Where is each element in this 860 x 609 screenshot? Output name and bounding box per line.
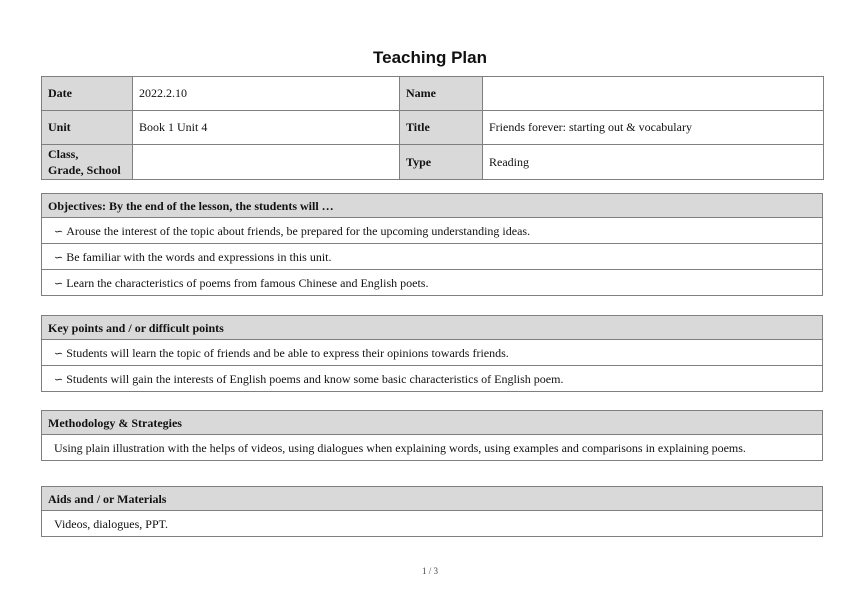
key-point-text: Students will learn the topic of friends and be able to express their opinions towards friends. xyxy=(66,346,509,360)
unit-label: Unit xyxy=(42,111,133,145)
class-value xyxy=(133,145,400,180)
key-points-heading: Key points and / or difficult points xyxy=(41,315,823,340)
class-label-line-1: Class, xyxy=(48,147,79,161)
objective-item xyxy=(41,244,823,270)
bullet-icon: ∽ xyxy=(54,374,64,386)
methodology-text: Using plain illustration with the helps of videos, using dialogues when explaining words, using examples and comparisons in explaining poems. xyxy=(41,435,823,461)
unit-value: Book 1 Unit 4 xyxy=(133,111,400,145)
page-number: 1 / 3 xyxy=(421,566,438,576)
aids-heading: Aids and / or Materials xyxy=(41,486,823,511)
info-row-class xyxy=(42,145,824,180)
name-label: Name xyxy=(400,77,483,111)
key-point-item xyxy=(41,340,823,366)
bullet-icon: ∽ xyxy=(54,348,64,360)
objective-text: Learn the characteristics of poems from famous Chinese and English poets. xyxy=(66,276,429,290)
bullet-icon: ∽ xyxy=(54,226,64,238)
class-label-line-2: Grade, School xyxy=(48,163,121,177)
name-value xyxy=(483,77,824,111)
title-label: Title xyxy=(400,111,483,145)
info-row-date xyxy=(42,77,824,111)
objective-text: Arouse the interest of the topic about friends, be prepared for the upcoming understanding ideas. xyxy=(66,224,531,238)
page-title: Teaching Plan xyxy=(373,48,487,67)
bullet-icon: ∽ xyxy=(54,278,64,290)
objective-item xyxy=(41,270,823,296)
info-row-unit xyxy=(42,111,824,145)
aids-text: Videos, dialogues, PPT. xyxy=(41,511,823,537)
type-value: Reading xyxy=(483,145,824,180)
info-table xyxy=(41,76,824,180)
methodology-section xyxy=(41,410,823,461)
key-point-text: Students will gain the interests of English poems and know some basic characteristics of English poem. xyxy=(66,372,564,386)
objective-item xyxy=(41,218,823,244)
title-value: Friends forever: starting out & vocabulary xyxy=(483,111,824,145)
date-label: Date xyxy=(42,77,133,111)
date-value: 2022.2.10 xyxy=(133,77,400,111)
key-points-section xyxy=(41,315,823,392)
aids-section xyxy=(41,486,823,537)
class-label xyxy=(42,145,133,180)
bullet-icon: ∽ xyxy=(54,252,64,264)
objectives-heading: Objectives: By the end of the lesson, the students will … xyxy=(41,193,823,218)
objective-text: Be familiar with the words and expressions in this unit. xyxy=(66,250,332,264)
methodology-heading: Methodology & Strategies xyxy=(41,410,823,435)
type-label: Type xyxy=(400,145,483,180)
objectives-section xyxy=(41,193,823,296)
key-point-item xyxy=(41,366,823,392)
